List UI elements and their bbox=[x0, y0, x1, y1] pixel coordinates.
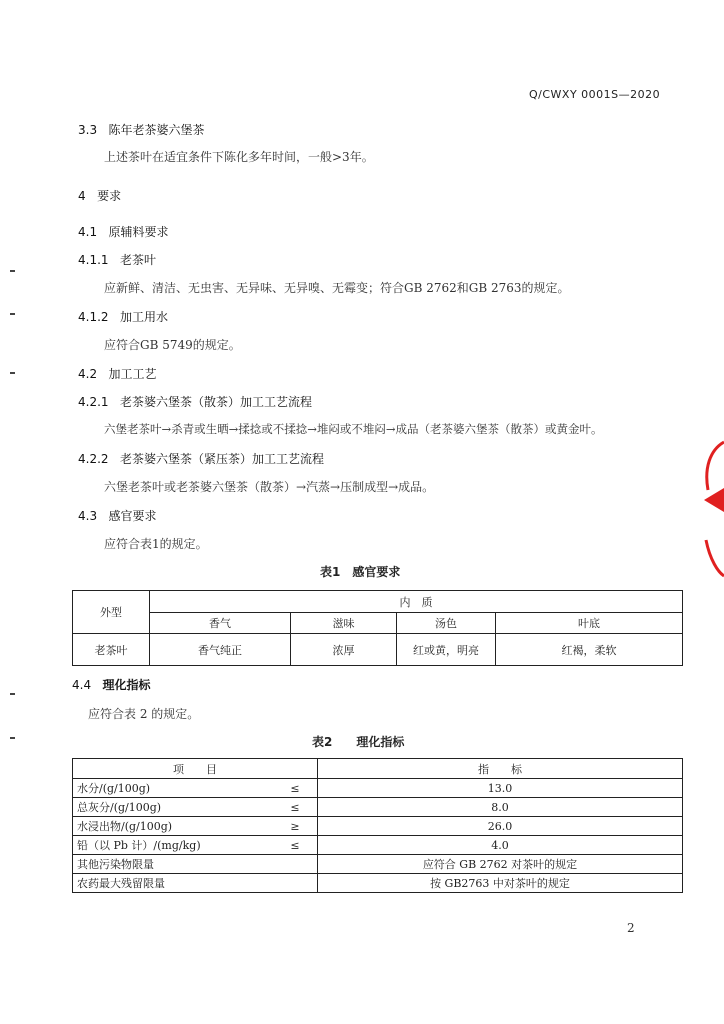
cell: 红或黄，明亮 bbox=[397, 634, 496, 666]
table2-caption: 表2 理化指标 bbox=[312, 735, 405, 749]
cell: 浓厚 bbox=[291, 634, 397, 666]
section-4-4-body: 应符合表 2 的规定。 bbox=[88, 707, 200, 721]
red-seal-fragment bbox=[696, 440, 724, 580]
section-number: 4.3 bbox=[78, 509, 98, 523]
scan-mark bbox=[10, 270, 15, 272]
section-title: 陈年老茶婆六堡茶 bbox=[108, 123, 205, 137]
col-header-index: 指 标 bbox=[318, 759, 683, 779]
section-title: 加工工艺 bbox=[108, 367, 157, 381]
section-title: 老茶婆六堡茶（散茶）加工工艺流程 bbox=[120, 395, 313, 409]
value-cell: 8.0 bbox=[318, 798, 683, 817]
section-4-2-1-heading bbox=[78, 393, 312, 410]
symbol-cell: ≥ bbox=[273, 817, 318, 836]
col-header-leaf-bottom: 叶底 bbox=[496, 613, 683, 634]
section-title: 老茶婆六堡茶（紧压茶）加工工艺流程 bbox=[120, 452, 325, 466]
table-row bbox=[73, 779, 683, 798]
section-title: 感官要求 bbox=[108, 509, 157, 523]
value-cell: 应符合 GB 2762 对茶叶的规定 bbox=[318, 855, 683, 874]
col-header-aroma: 香气 bbox=[150, 613, 291, 634]
table-row bbox=[73, 798, 683, 817]
value-cell: 按 GB2763 中对茶叶的规定 bbox=[318, 874, 683, 893]
section-4-1-2-body: 应符合GB 5749的规定。 bbox=[104, 338, 241, 352]
seal-star-icon bbox=[704, 488, 724, 512]
section-number: 4 bbox=[78, 189, 86, 203]
section-4-2-heading bbox=[78, 365, 157, 382]
section-number: 4.1.1 bbox=[78, 253, 109, 267]
section-4-1-1-heading bbox=[78, 251, 156, 268]
item-cell: 其他污染物限量 bbox=[73, 855, 318, 874]
table-row bbox=[73, 836, 683, 855]
section-title: 理化指标 bbox=[102, 678, 151, 692]
scan-mark bbox=[10, 693, 15, 695]
col-header-liquor-color: 汤色 bbox=[397, 613, 496, 634]
seal-arc bbox=[706, 540, 724, 576]
item-cell: 水分/(g/100g) bbox=[73, 779, 274, 798]
section-4-4-heading bbox=[72, 676, 151, 693]
section-number: 4.2.1 bbox=[78, 395, 109, 409]
col-header-appearance: 外型 bbox=[73, 591, 150, 634]
table-row bbox=[73, 855, 683, 874]
scan-mark bbox=[10, 737, 15, 739]
value-cell: 26.0 bbox=[318, 817, 683, 836]
section-4-1-2-heading bbox=[78, 308, 168, 325]
cell: 红褐，柔软 bbox=[496, 634, 683, 666]
item-cell: 铅（以 Pb 计）/(mg/kg) bbox=[73, 836, 274, 855]
section-4-1-heading bbox=[78, 223, 169, 240]
seal-arc bbox=[707, 442, 724, 490]
section-title: 要求 bbox=[97, 189, 122, 203]
item-cell: 总灰分/(g/100g) bbox=[73, 798, 274, 817]
sensory-table bbox=[72, 590, 683, 666]
table-row bbox=[73, 874, 683, 893]
section-4-1-1-body: 应新鲜、清洁、无虫害、无异味、无异嗅、无霉变；符合GB 2762和GB 2763的规定。 bbox=[104, 281, 570, 295]
item-cell: 水浸出物/(g/100g) bbox=[73, 817, 274, 836]
col-header-taste: 滋味 bbox=[291, 613, 397, 634]
section-4-2-1-body: 六堡老茶叶→杀青或生晒→揉捻或不揉捻→堆闷或不堆闷→成品（老茶婆六堡茶（散茶）或黄金叶。 bbox=[104, 422, 603, 436]
section-number: 4.1 bbox=[78, 225, 98, 239]
scan-mark bbox=[10, 372, 15, 374]
cell: 香气纯正 bbox=[150, 634, 291, 666]
scan-mark bbox=[10, 313, 15, 315]
symbol-cell: ≤ bbox=[273, 798, 318, 817]
symbol-cell: ≤ bbox=[273, 779, 318, 798]
symbol-cell: ≤ bbox=[273, 836, 318, 855]
section-number: 4.2 bbox=[78, 367, 98, 381]
section-4-2-2-heading bbox=[78, 450, 324, 467]
col-header-item: 项 目 bbox=[73, 759, 318, 779]
section-title: 老茶叶 bbox=[120, 253, 157, 267]
table1-caption: 表1 感官要求 bbox=[320, 565, 401, 579]
value-cell: 4.0 bbox=[318, 836, 683, 855]
cell: 老茶叶 bbox=[73, 634, 150, 666]
document-code: Q/CWXY 0001S—2020 bbox=[529, 88, 661, 101]
section-3-3-body: 上述茶叶在适宜条件下陈化多年时间，一般>3年。 bbox=[104, 150, 374, 164]
table-row bbox=[73, 634, 683, 666]
section-title: 原辅料要求 bbox=[108, 225, 169, 239]
section-number: 4.2.2 bbox=[78, 452, 109, 466]
section-number: 4.4 bbox=[72, 678, 92, 692]
section-3-3-heading bbox=[78, 121, 205, 138]
section-4-2-2-body: 六堡老茶叶或老茶婆六堡茶（散茶）→汽蒸→压制成型→成品。 bbox=[104, 480, 435, 494]
section-number: 3.3 bbox=[78, 123, 98, 137]
section-4-3-body: 应符合表1的规定。 bbox=[104, 537, 208, 551]
section-title: 加工用水 bbox=[120, 310, 169, 324]
section-number: 4.1.2 bbox=[78, 310, 109, 324]
page-number: 2 bbox=[627, 921, 635, 935]
physicochemical-table bbox=[72, 758, 683, 893]
item-cell: 农药最大残留限量 bbox=[73, 874, 318, 893]
section-4-3-heading bbox=[78, 507, 157, 524]
col-header-inner-quality: 内 质 bbox=[150, 591, 683, 613]
section-4-heading bbox=[78, 187, 121, 204]
value-cell: 13.0 bbox=[318, 779, 683, 798]
table-row bbox=[73, 817, 683, 836]
